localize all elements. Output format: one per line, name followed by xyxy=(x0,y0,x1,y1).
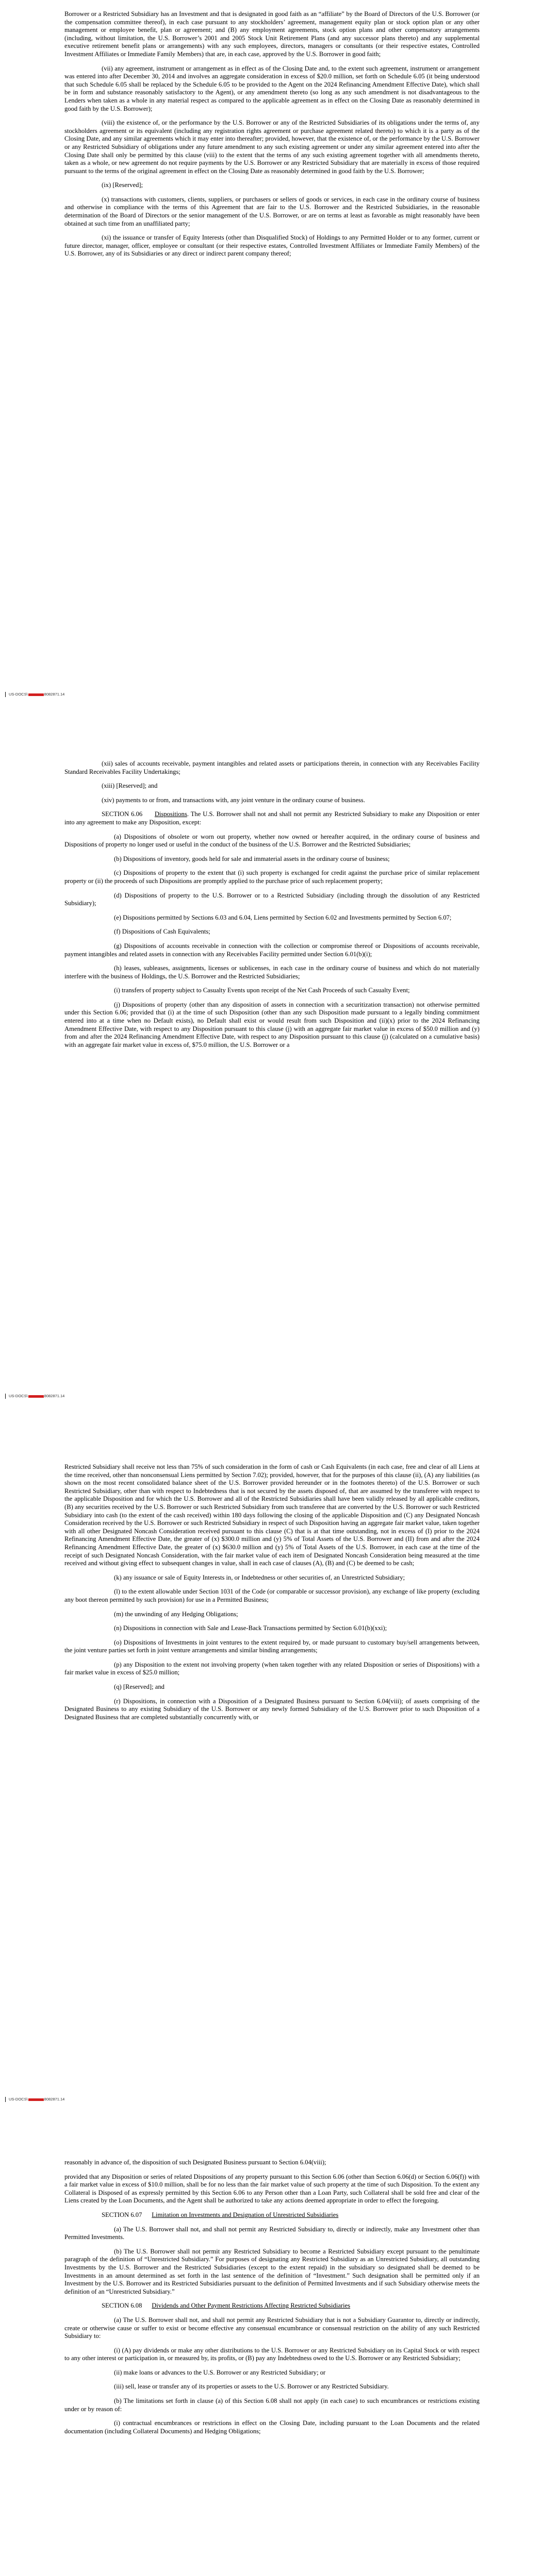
clause-xiv: (xiv) payments to or from, and transactions with, any joint venture in the ordinary course of business. xyxy=(102,796,365,804)
footer-marker xyxy=(5,1394,6,1399)
footer-doc-id: 8082871.14 xyxy=(44,1394,65,1398)
clause-g: (g) Dispositions of accounts receivable in connection with the collection or compromise thereof or Dispositions of accounts receivable, payment intangibles and related assets in connection with any Receivables Facility permitted under Section 6.01(b)(i); xyxy=(64,942,480,958)
clause-b: (b) The U.S. Borrower shall not permit any Restricted Subsidiary to become a Restricted Subsidiary except pursuant to the penultimate paragraph of the definition of “Unrestricted Subsidiary.” For purposes of designating any Restricted Subsidiary as an Unrestricted Subsidiary, all outstanding Investments by the U.S. Borrower and the Restricted Subsidiaries (except to the extent repaid) in the subsidiary so designated shall be deemed to be Investments in an amount determined as set forth in the last sentence of the definition of “Investment.” Such designation shall be permitted only if an Investment by the U.S. Borrower and its Restricted Subsidiaries pursuant to the definition of Permitted Investments and if such Subsidiary otherwise meets the definition of an “Unrestricted Subsidiary.” xyxy=(64,2247,480,2295)
proviso-paragraph: provided that any Disposition or series of related Dispositions of any property pursuant to this Section 6.06 (other than Section 6.06(d) or Section 6.06(f)) with a fair market value in excess of $10.0 million, shall be for no less than the fair market value of such property at the time of such Disposition. To the extent any Collateral is Disposed of as expressly permitted by this Section 6.06 to any Person other than a Loan Party, such Collateral shall be sold free and clear of the Liens created by the Loan Documents, and the Agent shall be authorized to take any actions deemed appropriate in order to effect the foregoing. xyxy=(64,2173,480,2205)
clause-b: (b) The limitations set forth in clause (a) of this Section 6.08 shall not apply (in each case) to such encumbrances or restrictions existing under or by reason of: xyxy=(64,2397,480,2413)
section-number: SECTION 6.06 xyxy=(102,810,143,818)
page-3-body xyxy=(64,1463,480,1727)
section-6-07 xyxy=(64,2211,480,2219)
clause-p: (p) any Disposition to the extent not involving property (when taken together with any related Disposition or series of Dispositions) with a fair market value in excess of $25.0 million; xyxy=(64,1660,480,1676)
footer-doc-id: 8082871.14 xyxy=(44,2097,65,2102)
clause-o: (o) Dispositions of Investments in joint ventures to the extent required by, or made pursuant to customary buy/sell arrangements between, the joint venture parties set forth in joint venture arrangements and similar binding arrangements; xyxy=(64,1638,480,1654)
clause-xi: (xi) the issuance or transfer of Equity Interests (other than Disqualified Stock) of Holdings to any Permitted Holder or to any former, current or future director, manager, officer, employee or consultant (or their respective estates, Controlled Investment Affiliates or Immediate Family Members) of the U.S. Borrower, any of its Subsidiaries or any direct or indirect parent company thereof; xyxy=(64,234,480,258)
section-title: Dividends and Other Payment Restrictions Affecting Restricted Subsidiaries xyxy=(152,2302,351,2310)
page-footer xyxy=(5,692,64,697)
section-6-06 xyxy=(64,810,480,826)
clause-m: (m) the unwinding of any Hedging Obligations; xyxy=(114,1610,238,1618)
paragraph: reasonably in advance of, the disposition of such Designated Business pursuant to Section 6.04(viii); xyxy=(64,2159,326,2166)
clause-ii: (ii) make loans or advances to the U.S. Borrower or any Restricted Subsidiary; or xyxy=(114,2368,326,2376)
clause-h: (h) leases, subleases, assignments, licenses or sublicenses, in each case in the ordinary course of business and which do not materially interfere with the business of Holdings, the U.S. Borrower and the Restricted Subsidiaries; xyxy=(64,964,480,980)
page-1-body xyxy=(64,10,480,264)
clause-b-i: (i) contractual encumbrances or restrictions in effect on the Closing Date, including pursuant to the Loan Documents and the related documentation (including Collateral Documents) and Hedging Obligations; xyxy=(64,2419,480,2435)
page-4 xyxy=(0,2110,544,2576)
footer-prefix: US-DOCS\ xyxy=(9,692,28,697)
paragraph: Restricted Subsidiary shall receive not less than 75% of such consideration in the form of cash or Cash Equivalents (in each case, free and clear of all Liens at the time received, other than nonconsensual Liens permitted by Section 7.02); provided, however, that for the purposes of this clause (ii), (A) any liabilities (as shown on the most recent consolidated balance sheet of the U.S. Borrower provided hereunder or in the footnotes thereto) of the U.S. Borrower or such Restricted Subsidiary, other than with respect to Indebtedness that is not secured by the assets disposed of, that are assumed by the transferee with respect to the applicable Disposition and for which the U.S. Borrower and all of the Restricted Subsidiaries shall have been validly released by all applicable creditors, (B) any securities received by the U.S. Borrower or such Restricted Subsidiary from such transferee that are converted by the U.S. Borrower or such Restricted Subsidiary into cash (to the extent of the cash received) within 180 days following the closing of the applicable Disposition and (C) any Designated Noncash Consideration received by the U.S. Borrower or such Restricted Subsidiary in respect of such Disposition having an aggregate fair market value, taken together with all other Designated Noncash Consideration received pursuant to this clause (C) that is at that time outstanding, not in excess of (I) prior to the 2024 Refinancing Amendment Effective Date, the greater of (x) $300.0 million and (y) 5% of Total Assets of the U.S. Borrower and (II) from and after the 2024 Refinancing Amendment Effective Date, the greater of (x) $630.0 million and (y) 5% of Total Assets of the U.S. Borrower, in each case at the time of the receipt of such Designated Noncash Consideration, with the fair market value of each item of Designated Noncash Consideration being measured at the time received and without giving effect to subsequent changes in value, shall in each case of clauses (A), (B) and (C) be deemed to be cash; xyxy=(64,1463,480,1567)
section-title: Dispositions xyxy=(154,810,187,818)
section-number: SECTION 6.08 xyxy=(102,2302,142,2310)
clause-q: (q) [Reserved]; and xyxy=(114,1683,164,1691)
section-text: . The U.S. Borrower shall not and shall not permit any Restricted Subsidiary to make any Disposition or enter into any agreement to make any Disposition, except: xyxy=(64,810,480,826)
page-1 xyxy=(0,0,544,703)
page-3 xyxy=(0,1406,544,2110)
clause-a: (a) Dispositions of obsolete or worn out property, whether now owned or hereafter acquired, in the ordinary course of business and Dispositions of property no longer used or useful in the conduct of the business of the U.S. Borrower and the Restricted Subsidiaries; xyxy=(64,833,480,849)
clause-a: (a) The U.S. Borrower shall not, and shall not permit any Restricted Subsidiary that is not a Subsidiary Guarantor to, directly or indirectly, create or otherwise cause or suffer to exist or become effective any consensual encumbrance or consensual restriction on the ability of any such Restricted Subsidiary to: xyxy=(64,2316,480,2340)
redaction-bar xyxy=(28,1395,44,1398)
clause-f: (f) Dispositions of Cash Equivalents; xyxy=(114,928,210,936)
clause-x: (x) transactions with customers, clients, suppliers, or purchasers or sellers of goods or services, in each case in the ordinary course of business and otherwise in compliance with the terms of this Agreement that are fair to the U.S. Borrower and the Restricted Subsidiaries, in the reasonable determination of the Board of Directors or the senior management of the U.S. Borrower, or are on terms at least as favorable as might reasonably have been obtained at such time from an unaffiliated party; xyxy=(64,195,480,227)
footer-prefix: US-DOCS\ xyxy=(9,2097,28,2102)
clause-l: (l) to the extent allowable under Section 1031 of the Code (or comparable or successor provision), any exchange of like property (excluding any boot thereon permitted by such provision) for use in a Permitted Business; xyxy=(64,1588,480,1603)
redaction-bar xyxy=(28,693,44,696)
redaction-bar xyxy=(28,2098,44,2101)
section-6-08 xyxy=(64,2302,480,2310)
clause-iii: (iii) sell, lease or transfer any of its properties or assets to the U.S. Borrower or any Restricted Subsidiary. xyxy=(114,2383,389,2391)
footer-marker xyxy=(5,692,6,697)
section-number: SECTION 6.07 xyxy=(102,2211,142,2218)
clause-viii: (viii) the existence of, or the performance by the U.S. Borrower or any of the Restricted Subsidiaries of its obligations under the terms of, any stockholders agreement or its equivalent (including any registration rights agreement or purchase agreement related thereto) to which it is a party as of the Closing Date, and any similar agreements which it may enter into thereafter; provided, however, that the existence of, or the performance by the U.S. Borrower or any Restricted Subsidiary of obligations under any future amendment to any such existing agreement or under any similar agreement entered into after the Closing Date shall only be permitted by this clause (viii) to the extent that the terms of any such existing agreement together with all amendments thereto, taken as a whole, or new agreement do not require payments by the U.S. Borrower or any Restricted Subsidiary that are materially in excess of those required pursuant to the terms of the original agreement in effect on the Closing Date as reasonably determined in good faith by the U.S. Borrower; xyxy=(64,119,480,175)
clause-r: (r) Dispositions, in connection with a Disposition of a Designated Business pursuant to Section 6.04(viii); of assets comprising of the Designated Business to any existing Subsidiary of the U.S. Borrower or any newly formed Subsidiary of the U.S. Borrower prior to such Disposition of a Designated Business that are completed substantially concurrently with, or xyxy=(64,1697,480,1721)
clause-e: (e) Dispositions permitted by Sections 6.03 and 6.04, Liens permitted by Section 6.02 and Investments permitted by Section 6.07; xyxy=(114,913,452,921)
footer-doc-id: 8082871.14 xyxy=(44,692,65,697)
clause-n: (n) Dispositions in connection with Sale and Lease-Back Transactions permitted by Section 6.01(b)(xxi); xyxy=(114,1624,387,1632)
page-2 xyxy=(0,703,544,1406)
page-footer xyxy=(5,2097,64,2102)
footer-prefix: US-DOCS\ xyxy=(9,1394,28,1398)
section-title: Limitation on Investments and Designation of Unrestricted Subsidiaries xyxy=(152,2211,339,2218)
clause-j: (j) Dispositions of property (other than any disposition of assets in connection with a securitization transaction) not otherwise permitted under this Section 6.06; provided that (i) at the time of such Disposition (other than any such Disposition made pursuant to a legally binding commitment entered into at a time when no Default exists), no Default shall exist or would result from such Disposition and (ii)(x) prior to the 2024 Refinancing Amendment Effective Date, with respect to any Disposition pursuant to this clause (j) with an aggregate fair market value in excess of $50.0 million and (y) from and after the 2024 Refinancing Amendment Effective Date, with respect to any Disposition pursuant to this clause (j) (calculated on a cumulative basis) with an aggregate fair market value in excess of, $75.0 million, the U.S. Borrower or a xyxy=(64,1001,480,1048)
clause-c: (c) Dispositions of property to the extent that (i) such property is exchanged for credit against the purchase price of similar replacement property or (ii) the proceeds of such Dispositions are promptly applied to the purchase price of such replacement property; xyxy=(64,869,480,885)
footer-marker xyxy=(5,2097,6,2102)
clause-xii: (xii) sales of accounts receivable, payment intangibles and related assets or participations therein, in connection with any Receivables Facility Standard Receivables Facility Undertakings; xyxy=(64,760,480,775)
clause-vii: (vii) any agreement, instrument or arrangement as in effect as of the Closing Date and, to the extent such agreement, instrument or arrangement was entered into after December 30, 2014 and involves an aggregate consideration in excess of $20.0 million, set forth on Schedule 6.05 (it being understood that such Schedule 6.05 shall be replaced by the Schedule 6.05 to be provided to the Agent on the 2024 Refinancing Amendment Effective Date), which shall be in form and substance reasonably satisfactory to the Agent), or any amendment thereto (so long as any such amendment is not disadvantageous to the Lenders when taken as a whole in any material respect as compared to the applicable agreement as in effect on the Closing Date as reasonably determined in good faith by the U.S. Borrower); xyxy=(64,64,480,112)
paragraph: Borrower or a Restricted Subsidiary has an Investment and that is designated in good faith as an “affiliate” by the Board of Directors of the U.S. Borrower (or the compensation committee thereof), in each case pursuant to any stockholders’ agreement, management equity plan or stock option plan or any other management or employee benefit, plan or agreement; and (B) any employment agreements, stock option plans and other compensatory arrangements (including, without limitation, the U.S. Borrower’s 2001 and 2005 Stock Unit Retirement Plans (and any successor plans thereto) and any supplemental executive retirement benefit plans or arrangements) with any such employees, directors, managers or consultants (or their respective estates, Controlled Investment Affiliates or Immediate Family Members) that are, in each case, approved by the U.S. Borrower in good faith; xyxy=(64,10,480,58)
clause-k: (k) any issuance or sale of Equity Interests in, or Indebtedness or other securities of, an Unrestricted Subsidiary; xyxy=(114,1573,405,1581)
page-footer xyxy=(5,1394,64,1399)
clause-ix: (ix) [Reserved]; xyxy=(102,181,143,189)
clause-i: (i) (A) pay dividends or make any other distributions to the U.S. Borrower or any Restricted Subsidiary on its Capital Stock or with respect to any other interest or participation in, or measured by, its profits, or (B) pay any Indebtedness owed to the U.S. Borrower or any Restricted Subsidiary; xyxy=(64,2346,480,2362)
clause-xiii: (xiii) [Reserved]; and xyxy=(102,782,158,790)
page-4-body xyxy=(64,2159,480,2442)
page-2-body xyxy=(64,760,480,1055)
clause-i: (i) transfers of property subject to Casualty Events upon receipt of the Net Cash Proceeds of such Casualty Event; xyxy=(114,987,410,994)
clause-d: (d) Dispositions of property to the U.S. Borrower or to a Restricted Subsidiary (including through the dissolution of any Restricted Subsidiary); xyxy=(64,891,480,907)
clause-a: (a) The U.S. Borrower shall not, and shall not permit any Restricted Subsidiary to, directly or indirectly, make any Investment other than Permitted Investments. xyxy=(64,2225,480,2241)
clause-b: (b) Dispositions of inventory, goods held for sale and immaterial assets in the ordinary course of business; xyxy=(114,855,390,862)
